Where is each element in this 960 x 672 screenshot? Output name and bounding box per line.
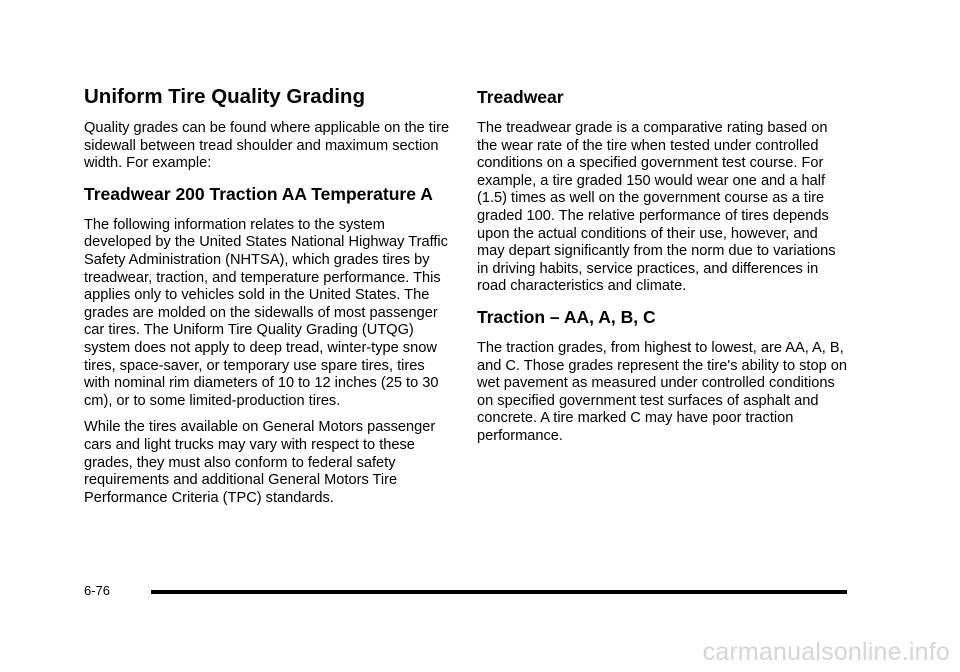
utqg-paragraph: The following information relates to the system developed by the United States National Highway Traffic Safety Administration (NHTSA), which grades tires by treadwear, traction, and temperature performance. This applies only to vehicles sold in the United States. The grades are molded on the sidewalls of most passenger car tires. The Uniform Tire Quality Grading (UTQG) system does not apply to deep tread, winter-type snow tires, space-saver, or temporary use spare tires, tires with nominal rim diameters of 10 to 12 inches (25 to 30 cm), or to some limited-production tires. [84,216,448,409]
left-column [84,84,454,516]
example-heading: Treadwear 200 Traction AA Temperature A [84,183,433,204]
intro-paragraph: Quality grades can be found where applicable on the tire sidewall between tread shoulder and maximum section width. For example: [84,120,450,172]
gm-standards-paragraph: While the tires available on General Motors passenger cars and light trucks may vary with respect to these grades, they must also conform to federal safety requirements and additional General Motors Tire Performance Criteria (TPC) standards. [84,419,436,506]
traction-heading: Traction – AA, A, B, C [477,306,656,327]
page-title: Uniform Tire Quality Grading [84,85,365,108]
traction-paragraph: The traction grades, from highest to lowest, are AA, A, B, and C. Those grades represent the tire's ability to stop on wet pavement as measured under controlled conditions on specified government test surfaces of asphalt and concrete. A tire marked C may have poor traction performance. [477,339,848,444]
right-column [477,84,847,455]
treadwear-heading: Treadwear [477,87,564,107]
footer-rule [151,590,847,594]
treadwear-paragraph: The treadwear grade is a comparative rating based on the wear rate of the tire when tested under controlled conditions on a specified government test course. For example, a tire graded 150 would wear one and a half (1.5) times as well on the government course as a tire graded 100. The relative performance of tires depends upon the actual conditions of their use, however, and may depart significantly from the norm due to variations in driving habits, service practices, and differences in road characteristics and climate. [477,120,836,295]
page-number: 6-76 [84,583,111,598]
watermark: carmanualsonline.info [702,638,950,666]
